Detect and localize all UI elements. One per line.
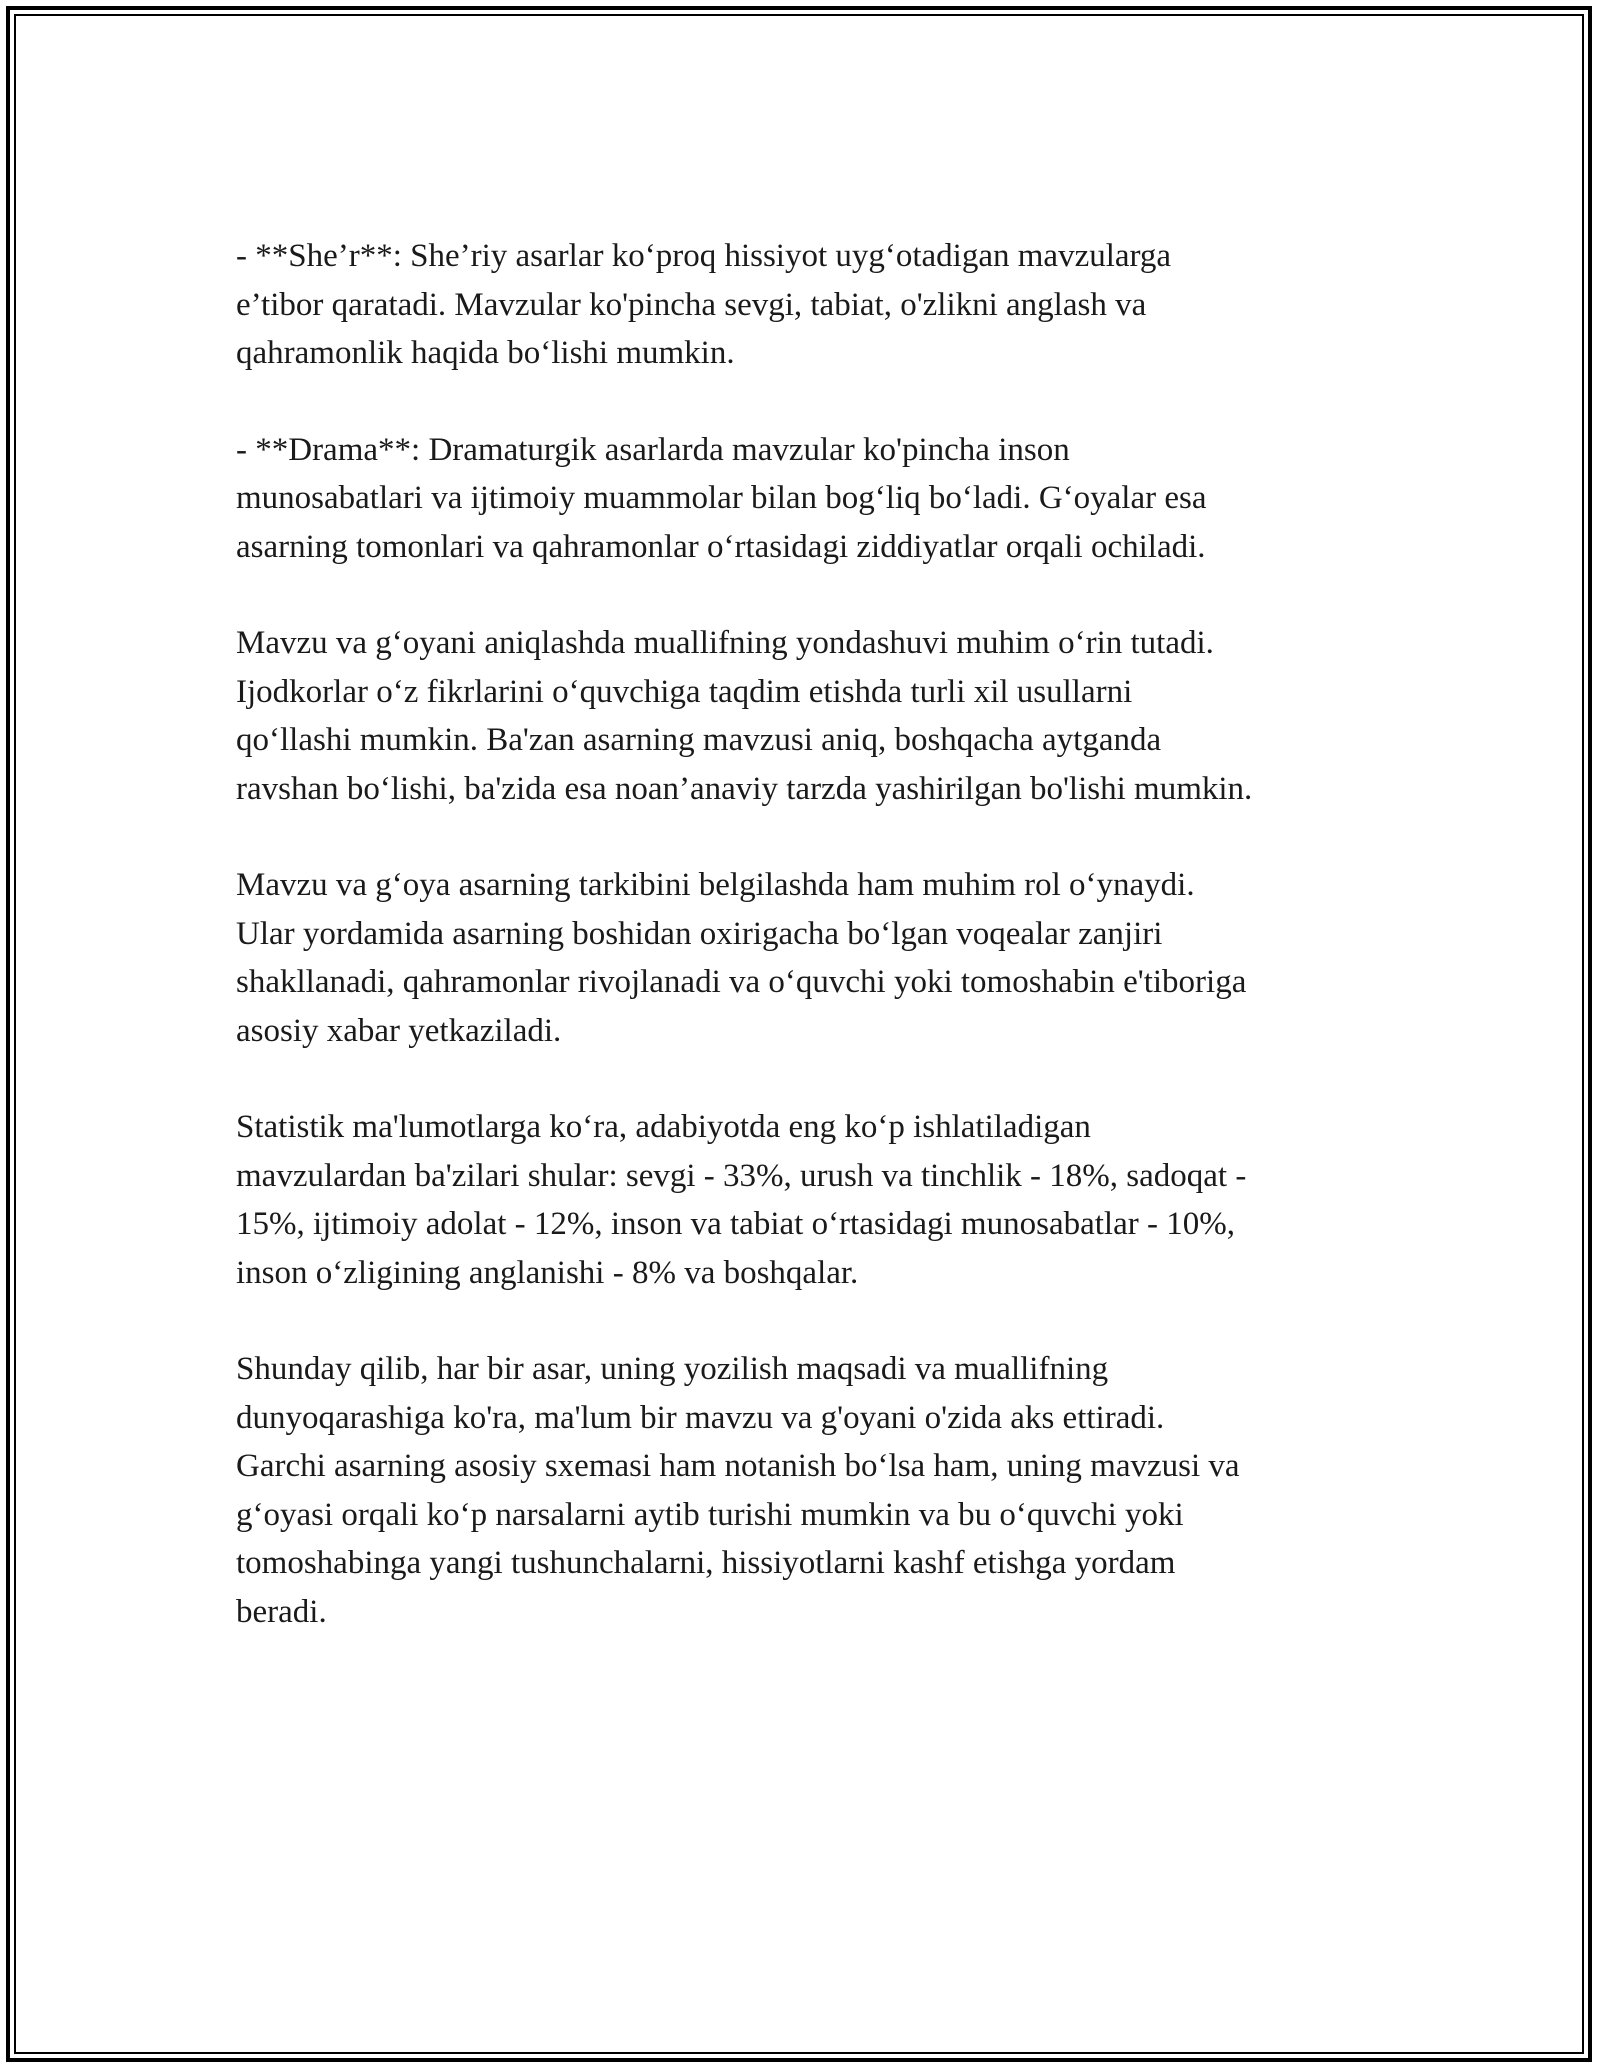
text-line: shakllanadi, qahramonlar rivojlanadi va o‘quvchi yoki tomoshabin e'tiboriga — [236, 964, 1247, 1000]
text-line: asarning tomonlari va qahramonlar o‘rtasidagi ziddiyatlar orqali ochiladi. — [236, 528, 1206, 565]
text-line: e’tibor qaratadi. Mavzular ko'pincha sevgi, tabiat, o'zlikni anglash va — [236, 286, 1147, 323]
paragraph-sher — [236, 232, 1386, 378]
text-line: Garchi asarning asosiy sxemasi ham notanish bo‘lsa ham, uning mavzusi va — [236, 1448, 1240, 1484]
paragraph-conclusion — [236, 1345, 1386, 1636]
paragraph-drama — [236, 426, 1386, 572]
document-body — [236, 232, 1386, 1636]
text-line: Ijodkorlar o‘z fikrlarini o‘quvchiga taqdim etishda turli xil usullarni — [236, 673, 1133, 710]
text-line: Mavzu va g‘oyani aniqlashda muallifning yondashuvi muhim o‘rin tutadi. — [236, 625, 1214, 661]
text-line: Shunday qilib, har bir asar, uning yozilish maqsadi va muallifning — [236, 1351, 1109, 1387]
paragraph-statistics — [236, 1103, 1386, 1297]
text-line: qahramonlik haqida bo‘lishi mumkin. — [236, 335, 735, 371]
text-line: - **She’r**: She’riy asarlar ko‘proq hissiyot uyg‘otadigan mavzularga — [236, 238, 1172, 274]
text-line: dunyoqarashiga ko'ra, ma'lum bir mavzu va g'oyani o'zida aks ettiradi. — [236, 1399, 1165, 1436]
text-line: g‘oyasi orqali ko‘p narsalarni aytib turishi mumkin va bu o‘quvchi yoki — [236, 1496, 1184, 1533]
text-line: - **Drama**: Dramaturgik asarlarda mavzular ko'pincha inson — [236, 431, 1070, 468]
paragraph-structure — [236, 861, 1386, 1055]
text-line: munosabatlari va ijtimoiy muammolar bilan bog‘liq bo‘ladi. G‘oyalar esa — [236, 480, 1207, 516]
text-line: inson o‘zligining anglanishi - 8% va boshqalar. — [236, 1254, 859, 1291]
text-line: asosiy xabar yetkaziladi. — [236, 1012, 562, 1049]
text-line: qo‘llashi mumkin. Ba'zan asarning mavzusi aniq, boshqacha aytganda — [236, 722, 1162, 758]
text-line: tomoshabinga yangi tushunchalarni, hissiyotlarni kashf etishga yordam — [236, 1545, 1176, 1581]
text-line: Statistik ma'lumotlarga ko‘ra, adabiyotda eng ko‘p ishlatiladigan — [236, 1109, 1091, 1145]
paragraph-author-approach — [236, 619, 1386, 813]
text-line: beradi. — [236, 1593, 327, 1630]
text-line: 15%, ijtimoiy adolat - 12%, inson va tabiat o‘rtasidagi munosabatlar - 10%, — [236, 1206, 1235, 1242]
text-line: Ular yordamida asarning boshidan oxirigacha bo‘lgan voqealar zanjiri — [236, 915, 1163, 952]
text-line: ravshan bo‘lishi, ba'zida esa noan’anaviy tarzda yashirilgan bo'lishi mumkin. — [236, 770, 1253, 807]
text-line: mavzulardan ba'zilari shular: sevgi - 33%, urush va tinchlik - 18%, sadoqat - — [236, 1157, 1247, 1194]
text-line: Mavzu va g‘oya asarning tarkibini belgilashda ham muhim rol o‘ynaydi. — [236, 867, 1195, 903]
